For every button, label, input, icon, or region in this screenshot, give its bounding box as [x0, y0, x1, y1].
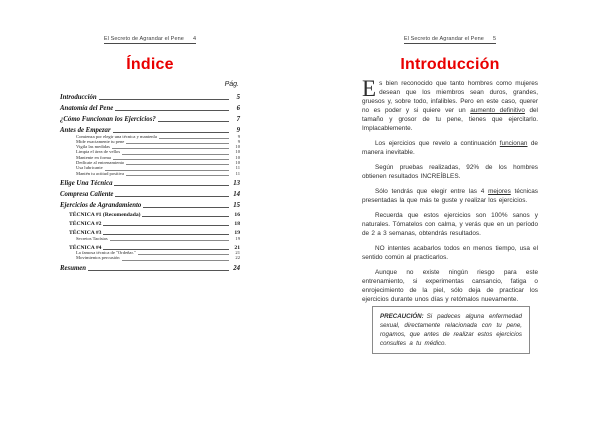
paragraph: [362, 187, 538, 205]
toc-entry-label: Dedícate al entrenamiento: [76, 159, 125, 165]
caution-text: Si padeces alguna enfermedad sexual, directamente relacionada con tu pene, rogamos, que antes de realizar estos ejercicios consultes a tu médico.: [380, 313, 522, 347]
toc-entry-page: 19: [235, 235, 240, 241]
leader-line: [112, 148, 229, 149]
toc-entry-label: Limpia el área de vellos: [76, 149, 121, 155]
toc-entry-page: 9: [236, 127, 240, 134]
leader-line: [138, 254, 229, 255]
running-header-page-number: 4: [192, 36, 197, 42]
underlined-text: funcionan: [499, 140, 528, 147]
leader-line: [126, 175, 229, 176]
toc-entry-label: Mide exactamente tu pene: [76, 138, 125, 144]
toc-entry: [60, 180, 240, 187]
toc-entry-page: 10: [235, 154, 240, 160]
leader-line: [114, 185, 229, 186]
toc-entry-page: 10: [235, 149, 240, 155]
toc-entry-page: 21: [234, 244, 240, 251]
toc-entry-page: 15: [233, 202, 240, 210]
toc-entry: [60, 191, 240, 198]
toc-entry-page: 11: [235, 165, 240, 171]
body-text: NO intentes acabarlos todos en menos tiempo, usa el sentido común al practicarlos.: [362, 245, 538, 261]
body-text: Los ejercicios que revelo a continuación: [375, 140, 500, 147]
leader-line: [113, 132, 229, 133]
toc-entry-label: Secretos Taoístas: [76, 235, 108, 241]
body-text: Aunque no existe ningún riesgo para este entrenamiento, si experimentas cansancio, fatiga o enrojecimiento de la piel, sólo deja de practicar los ejercicios durante unos días y retómalos nuevamente.: [362, 269, 538, 303]
toc-entry-label: TÉCNICA #1 (Recomendada): [69, 212, 141, 219]
toc-entry-label: Comienza por elegir una técnica y mantenla: [76, 133, 157, 139]
toc-entry-page: 21: [235, 250, 240, 256]
toc-entry-label: ¿Cómo Funcionan los Ejercicios?: [60, 116, 156, 123]
toc-entry-page: 24: [233, 265, 240, 273]
running-header-text: [104, 36, 196, 44]
toc-entry-label: Usa lubricante: [76, 165, 103, 171]
toc-entry: [60, 127, 240, 134]
toc-entry-page: 22: [235, 255, 240, 261]
section-title-indice: Índice: [126, 56, 174, 73]
toc-entry-label: Compresa Caliente: [60, 191, 114, 199]
toc-entry-page: 13: [233, 180, 240, 188]
toc-entry-label: Ejercicios de Agrandamiento: [60, 202, 142, 210]
toc-entry-label: Antes de Empezar: [60, 127, 111, 134]
toc-entry-label: Anatomía del Pene: [60, 105, 114, 112]
right-page: [362, 0, 538, 424]
leader-line: [115, 196, 229, 197]
paragraph: [362, 76, 538, 133]
running-header-page-number: 5: [492, 36, 497, 42]
toc-entry-label: Vigila las medidas: [76, 144, 110, 150]
running-header: [60, 36, 240, 44]
body-text: técnicas presentadas la que más te guste y realizar los ejercicios.: [362, 188, 539, 204]
leader-line: [142, 216, 229, 217]
toc-entry: [60, 221, 240, 227]
toc-entry-label: Introducción: [60, 94, 97, 101]
toc-entry-page: 14: [233, 191, 240, 199]
introduction-body: [362, 76, 539, 310]
toc-entry-page: 10: [235, 144, 240, 150]
toc-entry-label: TÉCNICA #2: [69, 221, 102, 228]
running-header-title: El Secreto de Agrandar el Pene: [103, 36, 184, 42]
leader-line: [99, 99, 229, 100]
body-text: de manera inevitable.: [362, 140, 538, 156]
leader-line: [126, 143, 229, 144]
toc-entry: [60, 265, 240, 272]
body-text: del tamaño y grosor de tu pene, tienes que ejercitarlo. Implacablemente.: [362, 107, 538, 132]
paragraph: [362, 211, 538, 238]
body-text: Sólo tendrás que elegir entre las 4: [375, 188, 489, 195]
caution-box: [372, 306, 530, 354]
toc-entry: [60, 105, 240, 112]
toc-entry: [60, 237, 240, 242]
toc-entry-page: 7: [236, 116, 240, 123]
body-text: Recuerda que estos ejercicios son 100% sanos y naturales. Tómatelos con calma, y verás que en un período de 2 a 3 semanas, obtendrás resultados.: [362, 212, 538, 237]
leader-line: [110, 240, 229, 241]
toc-entry-page: 9: [237, 133, 240, 139]
leader-line: [103, 234, 229, 235]
body-text: Según pruebas realizadas, 92% de los hombres obtienen resultados INCREÍBLES.: [362, 164, 538, 180]
underlined-text: aumento definitivo: [470, 107, 525, 114]
toc-entry-label: TÉCNICA #3: [69, 230, 102, 237]
leader-line: [143, 207, 229, 208]
toc-entry-label: Mantén tu actitud positiva: [76, 170, 125, 176]
page-column-label: Pág.: [224, 81, 239, 88]
leader-line: [122, 154, 229, 155]
leader-line: [88, 270, 229, 271]
leader-line: [122, 260, 229, 261]
leader-line: [158, 121, 229, 122]
toc-entry-page: 18: [234, 221, 240, 228]
running-header-text: [404, 36, 496, 44]
toc-entry: [60, 116, 240, 123]
toc-entry-page: 16: [234, 212, 240, 219]
leader-line: [126, 164, 229, 165]
toc-entry-page: 11: [235, 170, 240, 176]
section-title-introduccion: Introducción: [400, 56, 500, 73]
running-header-title: El Secreto de Agrandar el Pene: [403, 36, 484, 42]
toc-entry: [60, 94, 240, 101]
toc-entry-page: 9: [237, 138, 240, 144]
paragraph: [362, 163, 538, 181]
table-of-contents: [60, 94, 240, 272]
toc-entry: [60, 202, 240, 209]
toc-entry-page: 6: [236, 105, 240, 112]
toc-entry: [60, 212, 240, 218]
leader-line: [159, 138, 229, 139]
left-page: [60, 0, 240, 424]
toc-entry-label: Mantente en forma: [76, 154, 111, 160]
underlined-text: mejores: [488, 188, 511, 195]
toc-entry: [60, 256, 240, 261]
leader-line: [103, 225, 229, 226]
toc-entry-page: 5: [236, 94, 240, 101]
body-text: s bien reconocido que tanto hombres como mujeres desean que los miembros sean duros, grandes, gruesos y, sobre todo, infalibles. Pero en este caso, querer no es poder y si quiere ver un: [362, 80, 538, 114]
paragraph: [362, 244, 538, 262]
drop-cap: E: [362, 76, 377, 101]
toc-entry-label: Resumen: [60, 265, 87, 273]
toc-entry-label: Movimientos percusión: [76, 255, 120, 261]
toc-entry-label: TÉCNICA #4: [69, 244, 102, 251]
paragraph: [362, 139, 538, 157]
toc-entry-page: 19: [234, 230, 240, 237]
running-header: [362, 36, 538, 44]
toc-entry-label: Elige Una Técnica: [60, 180, 113, 188]
toc-entry-label: La famosa técnica de "Ordeñar.": [76, 250, 136, 256]
caution-label: PRECAUCIÓN:: [380, 313, 424, 320]
leader-line: [113, 159, 229, 160]
toc-entry-page: 10: [235, 159, 240, 165]
paragraph: [362, 268, 538, 304]
leader-line: [115, 110, 229, 111]
toc-entry: [60, 172, 240, 177]
